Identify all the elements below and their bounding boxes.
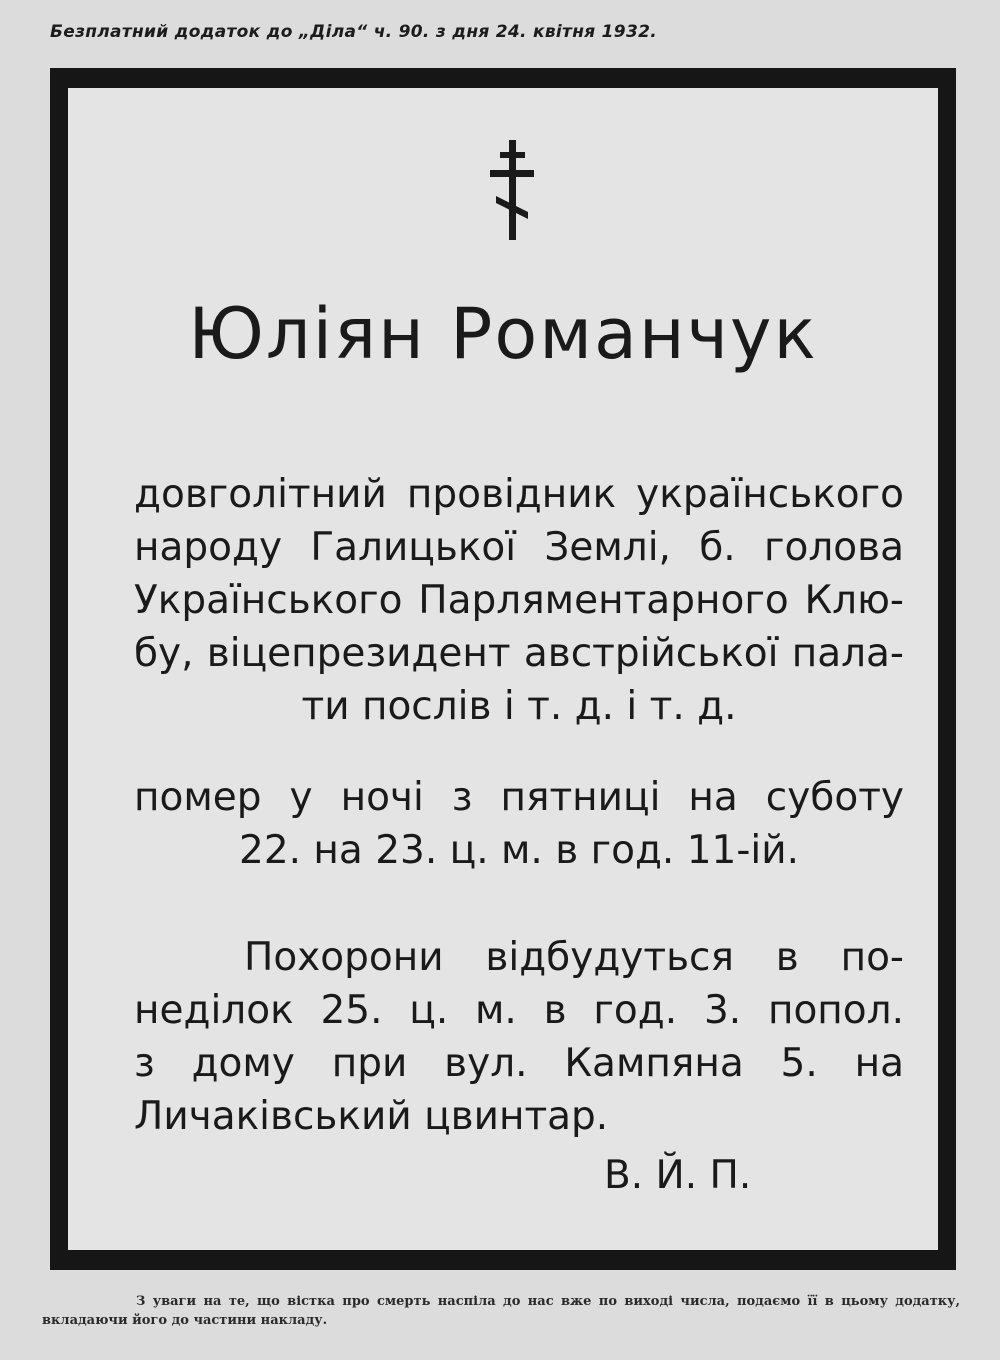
footnote xyxy=(42,1292,960,1330)
description-line: Українського Парляментарного Клю- xyxy=(134,578,904,623)
funeral-line: Личаківський цвинтар. xyxy=(134,1094,609,1139)
mourning-frame xyxy=(50,68,956,1270)
death-line: 22. на 23. ц. м. в год. 11-ій. xyxy=(239,828,799,873)
death-line: помер у ночі з пятниці на суботу xyxy=(134,775,904,820)
description-paragraph xyxy=(134,468,904,733)
signature: В. Й. П. xyxy=(604,1153,752,1198)
funeral-paragraph xyxy=(134,931,904,1143)
supplement-header: Безплатний додаток до „Діла“ ч. 90. з дня 24. квітня 1932. xyxy=(50,22,657,42)
description-line: бу, віцепрезидент австрійської пала- xyxy=(134,631,904,676)
funeral-line: неділок 25. ц. м. в год. 3. попол. xyxy=(134,988,904,1033)
description-line: ти послів і т. д. і т. д. xyxy=(301,684,737,729)
death-paragraph xyxy=(134,771,904,877)
footnote-line: З уваги на те, що вістка про смерть наспіла до нас вже по виході числа, подаємо її в цьому додатку, xyxy=(136,1294,960,1309)
orthodox-cross-icon xyxy=(490,140,534,240)
description-line: довголітний провідник українського xyxy=(134,472,904,517)
deceased-name: Юліян Романчук xyxy=(188,293,818,375)
footnote-line: вкладаючи його до частини накладу. xyxy=(42,1313,328,1328)
funeral-line: Похорони відбудуться в по- xyxy=(244,935,904,980)
description-line: народу Галицької Землі, б. голова xyxy=(134,525,904,570)
funeral-line: з дому при вул. Кампяна 5. на xyxy=(134,1041,904,1086)
